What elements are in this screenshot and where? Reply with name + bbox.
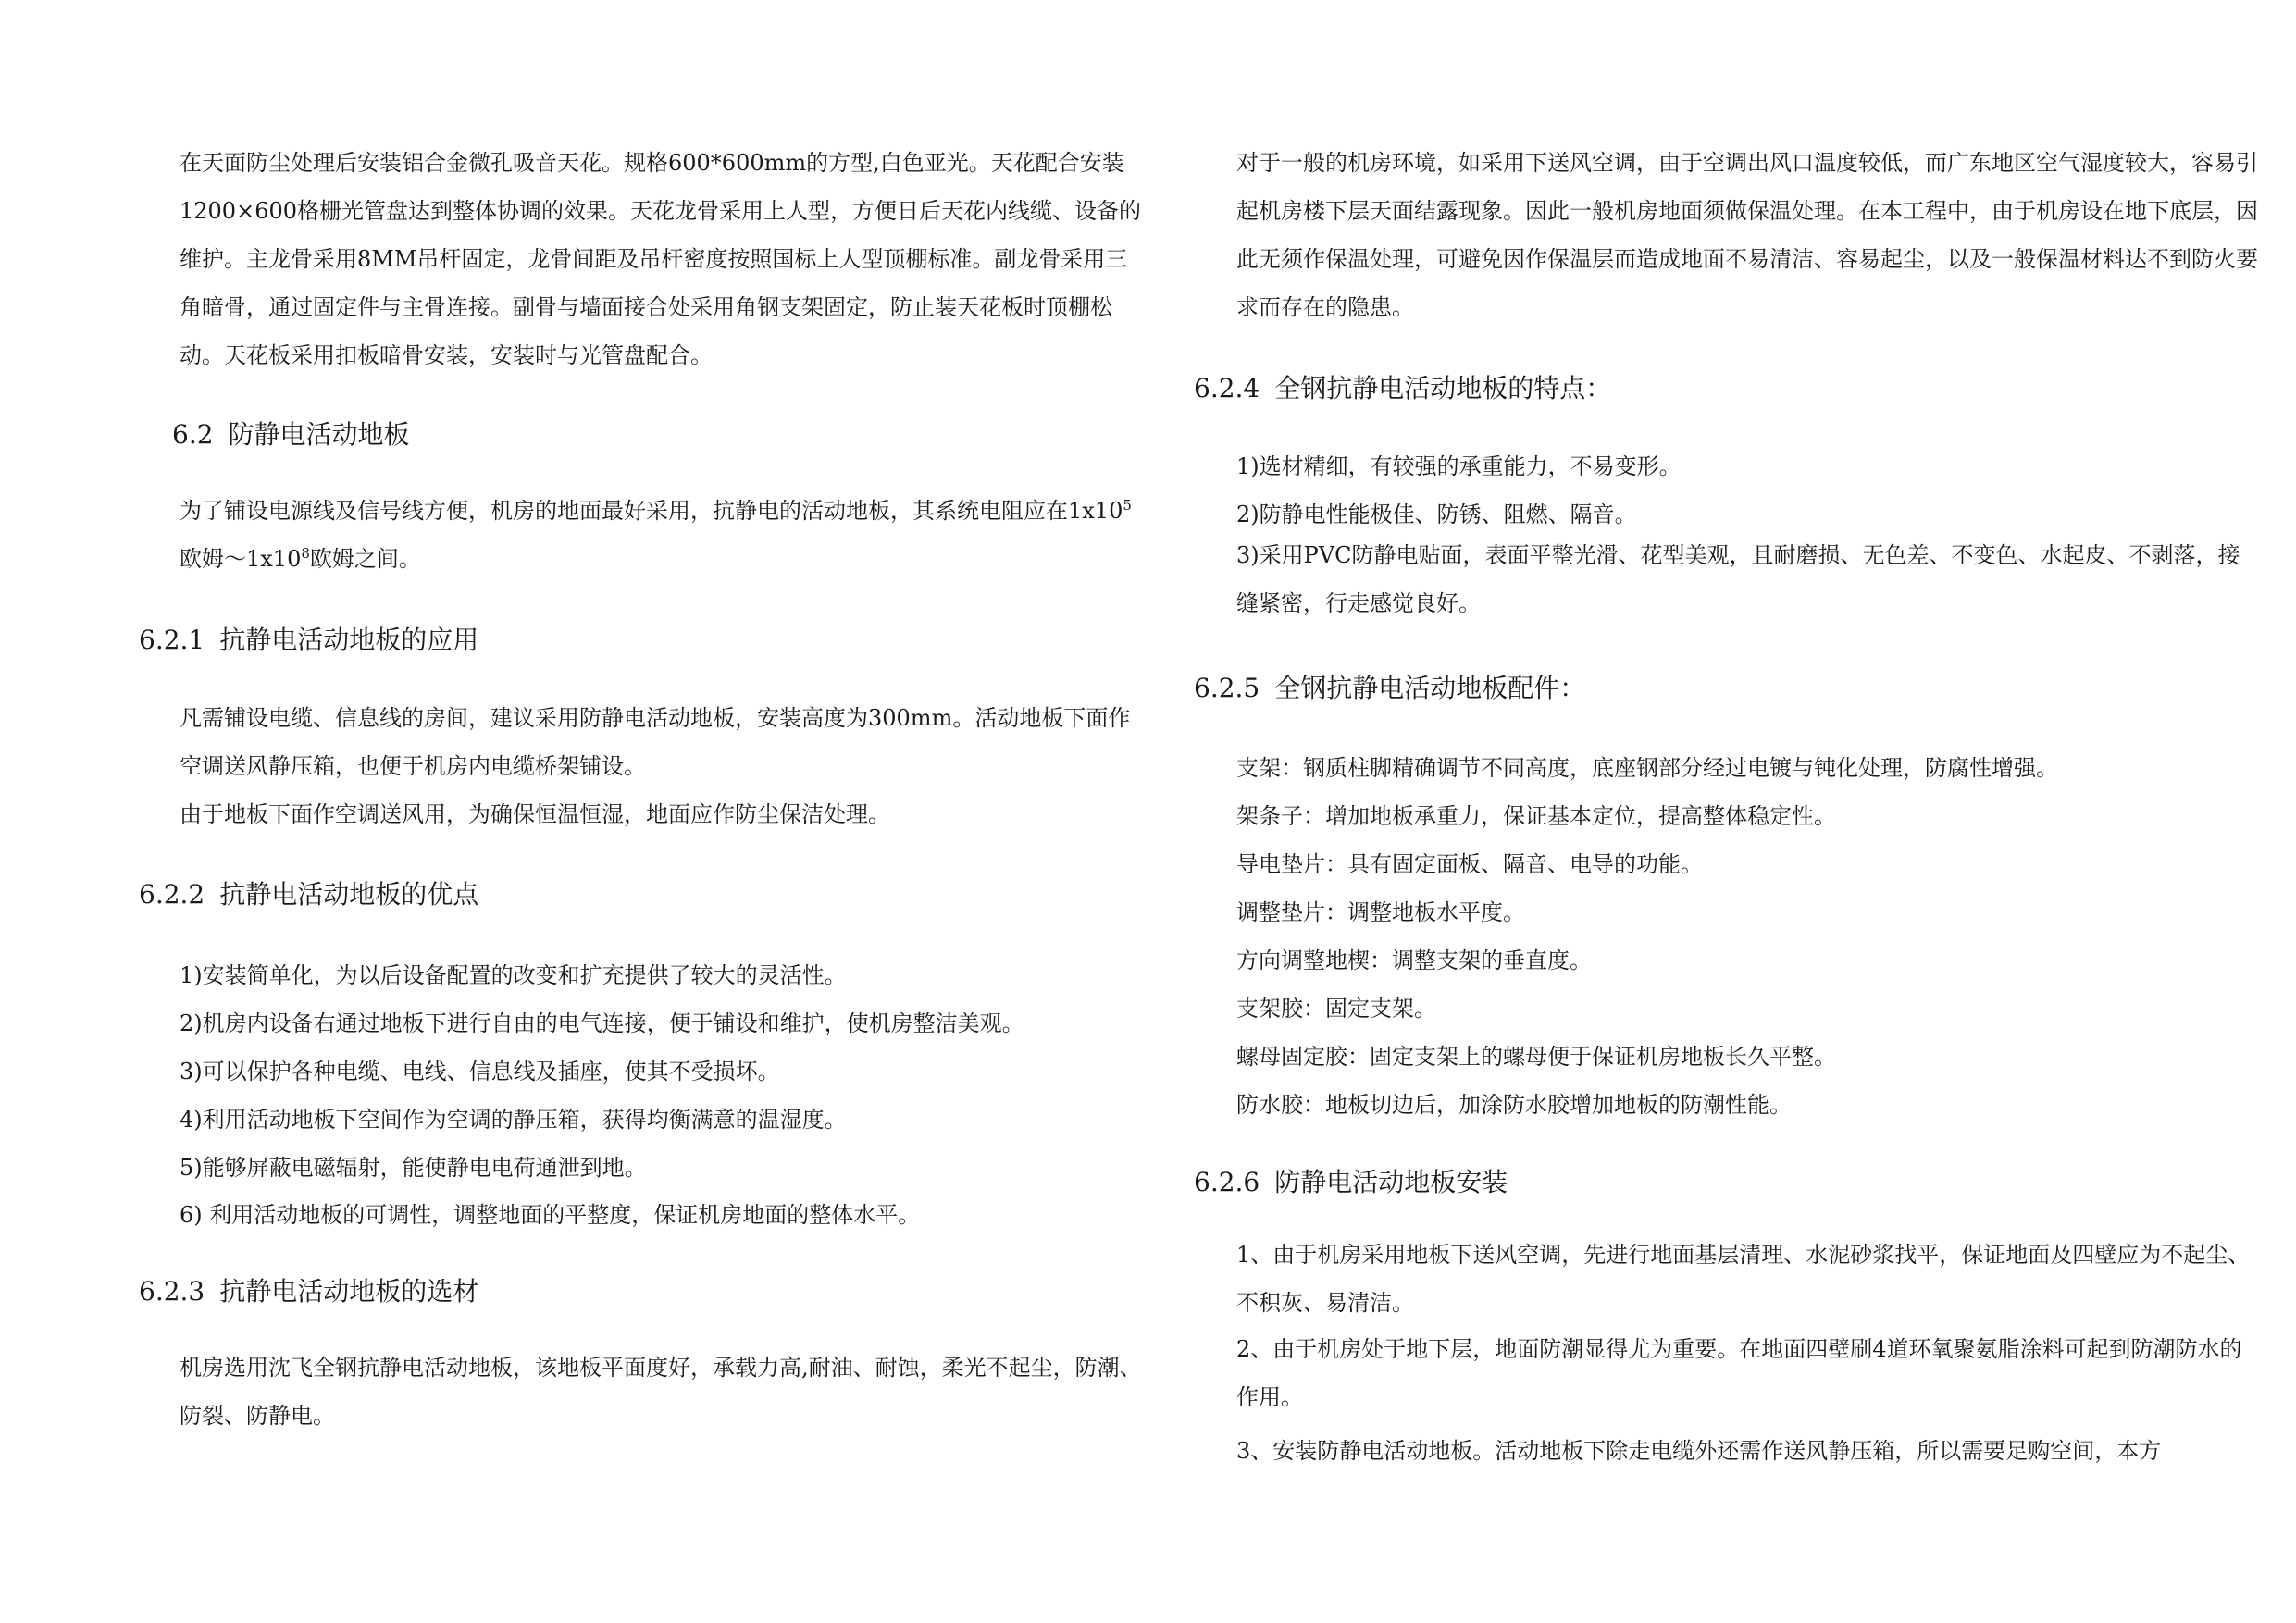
heading-title: 全钢抗静电活动地板配件：: [1274, 673, 1586, 703]
heading-6-2-3: [139, 1271, 478, 1308]
superscript: 8: [301, 545, 310, 562]
paragraph-6-2: [180, 487, 1151, 583]
list-item: 防水胶：地板切边后，加涂防水胶增加地板的防潮性能。: [1236, 1092, 1792, 1118]
heading-number: 6.2.2: [139, 879, 205, 910]
paragraph-text: 0: [1109, 498, 1123, 524]
heading-number: 6.2.1: [139, 625, 205, 655]
list-item: 3)可以保护各种电缆、电线、信息线及插座，使其不受损坏。: [180, 1059, 780, 1084]
paragraph-text: 欧姆～1x10: [180, 546, 302, 572]
paragraph-text: 为了铺设电源线及信号线方便，机房的地面最好采用，抗静电的活动地板，其系统电阻应在1x1: [180, 498, 1110, 524]
heading-number: 6.2.5: [1194, 673, 1260, 703]
heading-number: 6.2.6: [1194, 1167, 1260, 1197]
heading-number: 6.2: [172, 419, 214, 450]
list-item: 1)选材精细，有较强的承重能力，不易变形。: [1236, 453, 1682, 479]
list-item: 调整垫片：调整地板水平度。: [1236, 899, 1525, 925]
heading-title: 防静电活动地板: [228, 419, 410, 450]
heading-6-2-1: [139, 620, 478, 657]
heading-6-2-2: [139, 874, 478, 911]
paragraph-text: 欧姆之间。: [309, 546, 421, 572]
heading-title: 抗静电活动地板的应用: [219, 625, 479, 655]
list-item: 支架：钢质柱脚精确调节不同高度，底座钢部分经过电镀与钝化处理，防腐性增强。: [1236, 755, 2058, 781]
list-item: 螺母固定胶：固定支架上的螺母便于保证机房地板长久平整。: [1236, 1044, 1836, 1070]
heading-6-2-5: [1194, 668, 1585, 705]
intro-paragraph-right: 对于一般的机房环境，如采用下送风空调，由于空调出风口温度较低，而广东地区空气湿度较大，容易引起机房楼下层天面结露现象。因此一般机房地面须做保温处理。在本工程中，由于机房设在地下底层，因此无须作保温处理，可避免因作保温层而造成地面不易清洁、容易起尘，以及一般保温材料达不到防火要求而存在的隐患。: [1236, 150, 2258, 320]
paragraph-6-2-3: 机房选用沈飞全钢抗静电活动地板，该地板平面度好，承载力高,耐油、耐蚀，柔光不起尘，防潮、防裂、防静电。: [180, 1355, 1142, 1429]
list-item: 2)防静电性能极佳、防锈、阻燃、隔音。: [1236, 502, 1637, 527]
heading-6-2-4: [1194, 368, 1611, 405]
heading-6-2: [172, 415, 410, 452]
list-item: 4)利用活动地板下空间作为空调的静压箱，获得均衡满意的温湿度。: [180, 1107, 847, 1133]
heading-number: 6.2.4: [1194, 373, 1260, 403]
list-item: 3)采用PVC防静电贴面，表面平整光滑、花型美观，且耐磨损、无色差、不变色、水起皮、不剥落，接缝紧密，行走感觉良好。: [1236, 542, 2240, 616]
list-item: 1)安装简单化，为以后设备配置的改变和扩充提供了较大的灵活性。: [180, 962, 847, 988]
list-item: 支架胶：固定支架。: [1236, 996, 1436, 1022]
list-item: 方向调整地楔：调整支架的垂直度。: [1236, 948, 1592, 973]
list-item: 架条子：增加地板承重力，保证基本定位，提高整体稳定性。: [1236, 803, 1836, 829]
heading-number: 6.2.3: [139, 1276, 205, 1307]
intro-paragraph-left: 在天面防尘处理后安装铝合金微孔吸音天花。规格600*600mm的方型,白色亚光。天花配合安装1200×600格栅光管盘达到整体协调的效果。天花龙骨采用上人型，方便日后天花内线缆、设备的维护。主龙骨采用8MM吊杆固定，龙骨间距及吊杆密度按照国标上人型顶棚标准。副龙骨采用三角暗骨，通过固定件与主骨连接。副骨与墙面接合处采用角钢支架固定，防止装天花板时顶棚松动。天花板采用扣板暗骨安装，安装时与光管盘配合。: [180, 150, 1141, 368]
list-item: 2)机房内设备右通过地板下进行自由的电气连接，便于铺设和维护，使机房整洁美观。: [180, 1010, 1024, 1036]
list-item: 3、安装防静电活动地板。活动地板下除走电缆外还需作送风静压箱，所以需要足购空间，本方: [1236, 1438, 2162, 1464]
paragraph-6-2-1-line: 由于地板下面作空调送风用，为确保恒温恒湿，地面应作防尘保洁处理。: [180, 801, 890, 827]
list-item: 2、由于机房处于地下层，地面防潮显得尤为重要。在地面四壁刷4道环氧聚氨脂涂料可起到防潮防水的作用。: [1236, 1336, 2242, 1410]
list-item: 1、由于机房采用地板下送风空调，先进行地面基层清理、水泥砂浆找平，保证地面及四壁应为不起尘、不积灰、易清洁。: [1236, 1242, 2251, 1316]
heading-title: 抗静电活动地板的选材: [219, 1276, 479, 1307]
heading-title: 全钢抗静电活动地板的特点：: [1274, 373, 1612, 403]
heading-6-2-6: [1194, 1162, 1508, 1199]
list-item: 导电垫片：具有固定面板、隔音、电导的功能。: [1236, 851, 1703, 877]
list-item: 5)能够屏蔽电磁辐射，能使静电电荷通泄到地。: [180, 1155, 647, 1181]
heading-title: 抗静电活动地板的优点: [219, 879, 479, 910]
paragraph-6-2-1: 凡需铺设电缆、信息线的房间，建议采用防静电活动地板，安装高度为300mm。活动地板下面作空调送风静压箱，也便于机房内电缆桥架铺设。: [180, 705, 1131, 779]
list-item: 6) 利用活动地板的可调性，调整地面的平整度，保证机房地面的整体水平。: [180, 1202, 921, 1228]
superscript: 5: [1123, 497, 1132, 514]
heading-title: 防静电活动地板安装: [1274, 1167, 1508, 1197]
